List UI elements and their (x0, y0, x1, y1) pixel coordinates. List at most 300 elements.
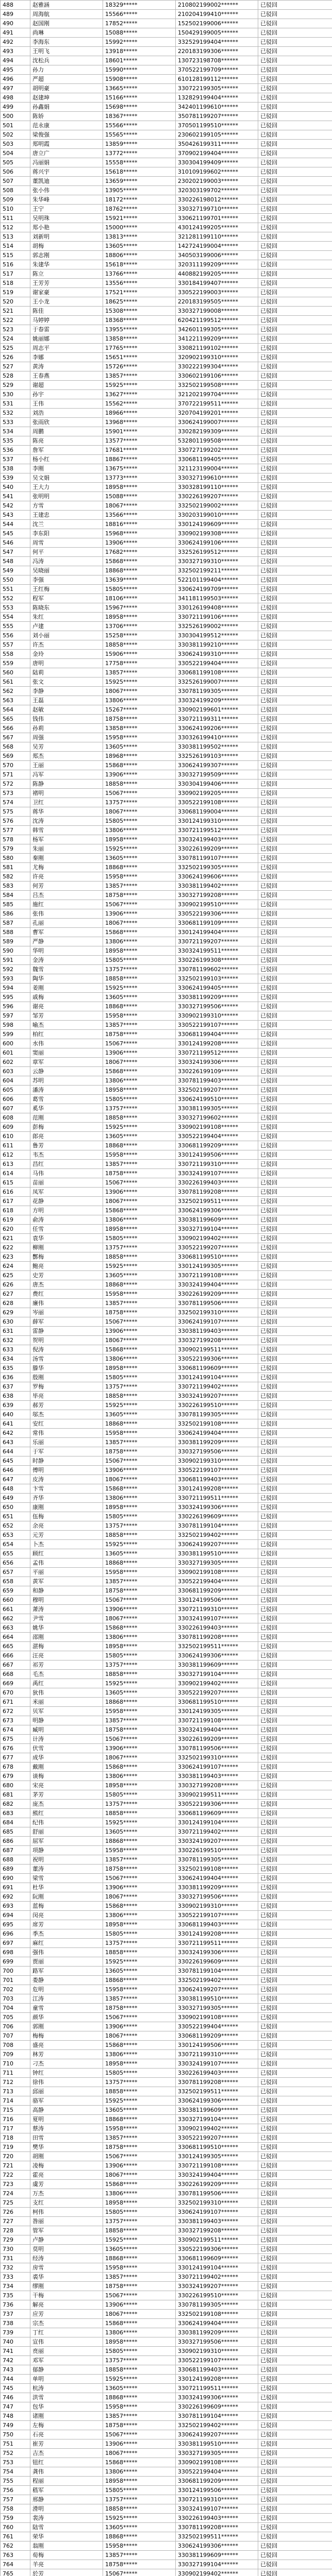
name-cell: 倪涛 (30, 1345, 103, 1354)
name-cell: 臧明 (30, 1725, 103, 1735)
name-cell: 毕亮 (30, 1392, 103, 1401)
id-number-cell: 330624199306****** (176, 2541, 258, 2551)
row-number-cell: 674 (1, 1725, 30, 1735)
table-row (1, 1596, 332, 1605)
status-cell: 已驳回 (258, 1614, 332, 1623)
id-number-cell: 332526199103****** (176, 752, 258, 761)
table-row (1, 1939, 332, 1948)
row-number-cell: 599 (1, 1030, 30, 1039)
id-number-cell: 330522199107****** (176, 1911, 258, 1920)
row-number-cell: 682 (1, 1800, 30, 1809)
table-row (1, 1503, 332, 1512)
name-cell: 钟红 (30, 2069, 103, 2078)
table-row (1, 1354, 332, 1364)
status-cell: 已驳回 (258, 140, 332, 149)
table-row (1, 242, 332, 251)
status-cell: 已驳回 (258, 325, 332, 334)
status-cell: 已驳回 (258, 2235, 332, 2245)
id-number-cell: 320311199209****** (176, 260, 258, 269)
phone-cell: 13806***** (103, 826, 176, 835)
status-cell: 已驳回 (258, 492, 332, 501)
row-number-cell: 636 (1, 1373, 30, 1382)
name-cell: 莫明 (30, 2245, 103, 2254)
id-number-cell: 330522199306****** (176, 2245, 258, 2254)
name-cell: 田雪 (30, 2133, 103, 2143)
table-row (1, 1883, 332, 1892)
id-number-cell: 330522199404****** (176, 1132, 258, 1141)
status-cell: 已驳回 (258, 195, 332, 205)
phone-cell: 13857***** (103, 371, 176, 381)
id-number-cell: 330124199310****** (176, 817, 258, 826)
name-cell: 冯军 (30, 770, 103, 779)
name-cell: 颜华 (30, 2013, 103, 2022)
name-cell: 俞涛 (30, 1215, 103, 1225)
id-number-cell: 330522199207****** (176, 1688, 258, 1698)
id-number-cell: 320902199310****** (176, 353, 258, 362)
phone-cell: 13857***** (103, 1299, 176, 1308)
status-cell: 已驳回 (258, 84, 332, 93)
phone-cell: 15921***** (103, 214, 176, 223)
id-number-cell: 330721199108****** (176, 2161, 258, 2171)
phone-cell: 18958***** (103, 2477, 176, 2486)
row-number-cell: 625 (1, 1271, 30, 1280)
name-cell: 范永康 (30, 121, 103, 130)
name-cell: 虞芳 (30, 2180, 103, 2189)
row-number-cell: 580 (1, 854, 30, 863)
id-number-cell: 330522199306****** (176, 1354, 258, 1364)
status-cell: 已驳回 (258, 2458, 332, 2467)
status-cell: 已驳回 (258, 1475, 332, 1484)
id-number-cell: 330624199404****** (176, 2319, 258, 2328)
table-row (1, 2532, 332, 2541)
id-number-cell: 330381199402****** (176, 882, 258, 891)
table-row (1, 1392, 332, 1401)
id-number-cell: 330381199305****** (176, 1104, 258, 1113)
name-cell: 尹雪 (30, 1614, 103, 1623)
table-row (1, 1456, 332, 1466)
id-number-cell: 330681199609****** (176, 2254, 258, 2263)
id-number-cell: 330624199307****** (176, 761, 258, 770)
phone-cell: 17765***** (103, 344, 176, 353)
id-number-cell: 330624199207****** (176, 1985, 258, 1994)
id-number-cell: 330781199208****** (176, 2078, 258, 2087)
name-cell: 计涛 (30, 1735, 103, 1744)
row-number-cell: 500 (1, 112, 30, 121)
id-number-cell: 330327199506****** (176, 1002, 258, 1011)
table-row (1, 103, 332, 112)
id-number-cell: 330721199310****** (176, 1160, 258, 1169)
table-row (1, 1772, 332, 1781)
status-cell: 已驳回 (258, 121, 332, 130)
status-cell: 已驳回 (258, 1104, 332, 1113)
phone-cell: 17682***** (103, 548, 176, 557)
table-row (1, 2133, 332, 2143)
name-cell: 曹军 (30, 928, 103, 937)
id-number-cell: 330324199404****** (176, 2171, 258, 2180)
phone-cell: 13757***** (103, 1104, 176, 1113)
phone-cell: 13857***** (103, 882, 176, 891)
name-cell: 姚华 (30, 1623, 103, 1633)
status-cell: 已驳回 (258, 520, 332, 529)
name-cell: 沈兰 (30, 520, 103, 529)
row-number-cell: 736 (1, 2300, 30, 2310)
table-row (1, 900, 332, 909)
status-cell: 已驳回 (258, 2031, 332, 2041)
table-row (1, 1401, 332, 1410)
table-row (1, 742, 332, 752)
row-number-cell: 565 (1, 715, 30, 724)
phone-cell: 15925***** (103, 984, 176, 993)
status-cell: 已驳回 (258, 2467, 332, 2477)
row-number-cell: 572 (1, 779, 30, 789)
phone-cell: 15566***** (103, 10, 176, 19)
table-row (1, 1753, 332, 1762)
phone-cell: 17521***** (103, 288, 176, 297)
phone-cell: 15868***** (103, 1623, 176, 1633)
table-row (1, 381, 332, 390)
phone-cell: 15067***** (103, 1317, 176, 1327)
name-cell: 唐明 (30, 659, 103, 668)
id-number-cell: 620421199512****** (176, 316, 258, 325)
status-cell: 已驳回 (258, 1809, 332, 1818)
phone-cell: 15805***** (103, 1512, 176, 1521)
name-cell: 谢亮 (30, 1002, 103, 1011)
phone-cell: 18868***** (103, 1419, 176, 1429)
name-cell: 明静 (30, 1716, 103, 1725)
name-cell: 冯涛 (30, 557, 103, 566)
table-row (1, 1336, 332, 1345)
table-row (1, 1985, 332, 1994)
id-number-cell: 330327199305****** (176, 1558, 258, 1568)
id-number-cell: 330624199709****** (176, 585, 258, 594)
phone-cell: 13757***** (103, 1939, 176, 1948)
phone-cell: 15908***** (103, 75, 176, 84)
name-cell: 罗梅 (30, 1382, 103, 1392)
row-number-cell: 521 (1, 307, 30, 316)
phone-cell: 18758***** (103, 2421, 176, 2430)
status-cell: 已驳回 (258, 863, 332, 872)
row-number-cell: 700 (1, 1967, 30, 1976)
row-number-cell: 492 (1, 38, 30, 47)
row-number-cell: 537 (1, 455, 30, 464)
table-row (1, 807, 332, 817)
name-cell: 尚琳 (30, 28, 103, 38)
name-cell: 李强 (30, 575, 103, 585)
id-number-cell: 230202199003****** (176, 177, 258, 186)
name-cell: 龚伟 (30, 2467, 103, 2477)
name-cell: 於芳 (30, 2569, 103, 2576)
table-row (1, 854, 332, 863)
phone-cell: 18868***** (103, 1280, 176, 1290)
name-cell: 席芳 (30, 1920, 103, 1929)
row-number-cell: 515 (1, 251, 30, 260)
table-row (1, 1345, 332, 1354)
id-number-cell: 330721199511****** (176, 1494, 258, 1503)
name-cell: 阮刚 (30, 1892, 103, 1902)
id-number-cell: 332502199211****** (176, 566, 258, 575)
table-row (1, 1568, 332, 1577)
row-number-cell: 752 (1, 2449, 30, 2458)
table-row (1, 1039, 332, 1048)
table-row (1, 2375, 332, 2384)
phone-cell: 13857***** (103, 1716, 176, 1725)
table-row (1, 251, 332, 260)
phone-cell: 13858***** (103, 724, 176, 733)
id-number-cell: 330624199306****** (176, 1206, 258, 1215)
name-cell: 谢超 (30, 381, 103, 390)
status-cell: 已驳回 (258, 2143, 332, 2152)
phone-cell: 18067***** (103, 1197, 176, 1206)
status-cell: 已驳回 (258, 47, 332, 56)
id-number-cell: 330522199003****** (176, 288, 258, 297)
name-cell: 陈佳 (30, 307, 103, 316)
name-cell: 于军 (30, 1447, 103, 1456)
status-cell: 已驳回 (258, 307, 332, 316)
name-cell: 滕华 (30, 1364, 103, 1373)
row-number-cell: 539 (1, 473, 30, 483)
id-number-cell: 341221199209****** (176, 334, 258, 344)
status-cell: 已驳回 (258, 1252, 332, 1262)
id-number-cell: 330226199403****** (176, 2069, 258, 2078)
status-cell: 已驳回 (258, 38, 332, 47)
row-number-cell: 563 (1, 696, 30, 705)
id-number-cell: 210802199002****** (176, 1, 258, 10)
row-number-cell: 660 (1, 1596, 30, 1605)
name-cell: 梁俊强 (30, 130, 103, 140)
phone-cell: 15558***** (103, 158, 176, 167)
name-cell: 苏明 (30, 1076, 103, 1086)
table-row (1, 1892, 332, 1902)
table-row (1, 1577, 332, 1586)
name-cell: 沈涛 (30, 817, 103, 826)
phone-cell: 13773***** (103, 473, 176, 483)
name-cell: 方明 (30, 1206, 103, 1215)
id-number-cell: 330721199512****** (176, 1048, 258, 1058)
table-row (1, 2263, 332, 2273)
phone-cell: 15868***** (103, 557, 176, 566)
status-cell: 已驳回 (258, 223, 332, 232)
status-cell: 已驳回 (258, 1549, 332, 1558)
name-cell: 应芳 (30, 2310, 103, 2319)
status-cell: 已驳回 (258, 603, 332, 613)
phone-cell: 15958***** (103, 2402, 176, 2412)
name-cell: 萧涛 (30, 1605, 103, 1614)
status-cell: 已驳回 (258, 2347, 332, 2356)
row-number-cell: 719 (1, 2143, 30, 2152)
row-number-cell: 759 (1, 2514, 30, 2523)
table-row (1, 798, 332, 807)
name-cell: 樊华 (30, 2143, 103, 2152)
name-cell: 崔芳 (30, 2439, 103, 2449)
id-number-cell: 330327199104****** (176, 1670, 258, 1679)
table-row (1, 167, 332, 177)
table-row (1, 1058, 332, 1067)
phone-cell: 18858***** (103, 1809, 176, 1818)
row-number-cell: 598 (1, 1021, 30, 1030)
name-cell: 黄涛 (30, 362, 103, 371)
row-number-cell: 571 (1, 770, 30, 779)
status-cell: 已驳回 (258, 1688, 332, 1698)
id-number-cell: 330184199407****** (176, 279, 258, 288)
row-number-cell: 628 (1, 1299, 30, 1308)
phone-cell: 15565***** (103, 130, 176, 140)
status-cell: 已驳回 (258, 2402, 332, 2412)
phone-cell: 13706***** (103, 622, 176, 631)
id-number-cell: 330327199305****** (176, 2449, 258, 2458)
status-cell: 已驳回 (258, 900, 332, 909)
id-number-cell: 330522199107****** (176, 1021, 258, 1030)
id-number-cell: 330721199108****** (176, 1271, 258, 1280)
phone-cell: 15925***** (103, 1401, 176, 1410)
phone-cell: 15925***** (103, 1262, 176, 1271)
status-cell: 已驳回 (258, 19, 332, 28)
table-row (1, 2356, 332, 2365)
row-number-cell: 651 (1, 1512, 30, 1521)
row-number-cell: 730 (1, 2245, 30, 2254)
name-cell: 伍梅 (30, 1512, 103, 1521)
status-cell: 已驳回 (258, 1048, 332, 1058)
status-cell: 已驳回 (258, 436, 332, 446)
status-cell: 已驳回 (258, 2050, 332, 2059)
row-number-cell: 490 (1, 19, 30, 28)
table-row (1, 353, 332, 362)
row-number-cell: 640 (1, 1410, 30, 1419)
phone-cell: 18868***** (103, 2393, 176, 2402)
phone-cell: 15618***** (103, 260, 176, 269)
id-number-cell: 440882199205****** (176, 269, 258, 279)
phone-cell: 15958***** (103, 2263, 176, 2273)
id-number-cell: 330681199403****** (176, 1475, 258, 1484)
table-row (1, 520, 332, 529)
name-cell: 石亮 (30, 2430, 103, 2439)
name-cell: 宣伟 (30, 2337, 103, 2347)
name-cell: 裴涛 (30, 2514, 103, 2523)
row-number-cell: 649 (1, 1494, 30, 1503)
id-number-cell: 330721199106****** (176, 613, 258, 622)
status-cell: 已驳回 (258, 2393, 332, 2402)
table-row (1, 2449, 332, 2458)
phone-cell: 13906***** (103, 2161, 176, 2171)
status-cell: 已驳回 (258, 1540, 332, 1549)
phone-cell: 18067***** (103, 2449, 176, 2458)
row-number-cell: 676 (1, 1744, 30, 1753)
status-cell: 已驳回 (258, 1865, 332, 1874)
phone-cell: 15868***** (103, 2458, 176, 2467)
status-cell: 已驳回 (258, 622, 332, 631)
phone-cell: 15868***** (103, 928, 176, 937)
row-number-cell: 502 (1, 130, 30, 140)
phone-cell: 15925***** (103, 2514, 176, 2523)
phone-cell: 18858***** (103, 2087, 176, 2096)
phone-cell: 15805***** (103, 1095, 176, 1104)
row-number-cell: 495 (1, 65, 30, 75)
name-cell: 汪亮 (30, 1651, 103, 1660)
name-cell: 经涛 (30, 2254, 103, 2263)
status-cell: 已驳回 (258, 149, 332, 158)
id-number-cell: 132829199404****** (176, 93, 258, 103)
phone-cell: 18758***** (103, 1725, 176, 1735)
row-number-cell: 632 (1, 1336, 30, 1345)
row-number-cell: 729 (1, 2235, 30, 2245)
phone-cell: 18858***** (103, 974, 176, 984)
id-number-cell: 330781199305****** (176, 2300, 258, 2310)
table-row (1, 557, 332, 566)
status-cell: 已驳回 (258, 2319, 332, 2328)
row-number-cell: 696 (1, 1929, 30, 1939)
phone-cell: 18868***** (103, 1698, 176, 1707)
row-number-cell: 693 (1, 1902, 30, 1911)
row-number-cell: 681 (1, 1790, 30, 1800)
status-cell: 已驳回 (258, 1837, 332, 1846)
phone-cell: 13605***** (103, 1132, 176, 1141)
table-row (1, 1679, 332, 1688)
id-number-cell: 330324199404****** (176, 1280, 258, 1290)
row-number-cell: 731 (1, 2254, 30, 2263)
phone-cell: 13858***** (103, 334, 176, 344)
name-cell: 朱红 (30, 613, 103, 622)
status-cell: 已驳回 (258, 1957, 332, 1967)
id-number-cell: 330681199510****** (176, 1698, 258, 1707)
id-number-cell: 330722199305****** (176, 84, 258, 93)
row-number-cell: 575 (1, 807, 30, 817)
status-cell: 已驳回 (258, 705, 332, 715)
row-number-cell: 702 (1, 1985, 30, 1994)
row-number-cell: 498 (1, 93, 30, 103)
phone-cell: 18067***** (103, 501, 176, 511)
phone-cell: 15562***** (103, 399, 176, 409)
phone-cell: 15805***** (103, 817, 176, 826)
status-cell: 已驳回 (258, 1243, 332, 1252)
id-number-cell: 330327199208****** (176, 1781, 258, 1790)
phone-cell: 18958***** (103, 1225, 176, 1234)
row-number-cell: 698 (1, 1948, 30, 1957)
status-cell: 已驳回 (258, 103, 332, 112)
status-cell: 已驳回 (258, 232, 332, 242)
table-row (1, 779, 332, 789)
row-number-cell: 720 (1, 2152, 30, 2161)
row-number-cell: 703 (1, 1994, 30, 2004)
row-number-cell: 532 (1, 409, 30, 418)
table-row (1, 1438, 332, 1447)
table-row (1, 613, 332, 622)
row-number-cell: 610 (1, 1132, 30, 1141)
row-number-cell: 583 (1, 882, 30, 891)
name-cell: 秦刚 (30, 854, 103, 863)
table-row (1, 1475, 332, 1484)
row-number-cell: 506 (1, 167, 30, 177)
row-number-cell: 503 (1, 140, 30, 149)
id-number-cell: 332502199310****** (176, 2198, 258, 2208)
row-number-cell: 749 (1, 2421, 30, 2430)
name-cell: 管军 (30, 2226, 103, 2235)
table-row (1, 2152, 332, 2161)
id-number-cell: 330226199109****** (176, 1067, 258, 1076)
phone-cell: 13757***** (103, 2217, 176, 2226)
table-row (1, 1123, 332, 1132)
phone-cell: 17681***** (103, 446, 176, 455)
phone-cell: 13857***** (103, 2133, 176, 2143)
table-row (1, 761, 332, 770)
phone-cell: 13906***** (103, 538, 176, 548)
table-row (1, 650, 332, 659)
table-row (1, 1188, 332, 1197)
name-cell: 酆梅 (30, 1252, 103, 1262)
row-number-cell: 540 (1, 483, 30, 492)
row-number-cell: 668 (1, 1670, 30, 1679)
status-cell: 已驳回 (258, 2430, 332, 2439)
id-number-cell: 330381199209****** (176, 1883, 258, 1892)
table-row (1, 1086, 332, 1095)
